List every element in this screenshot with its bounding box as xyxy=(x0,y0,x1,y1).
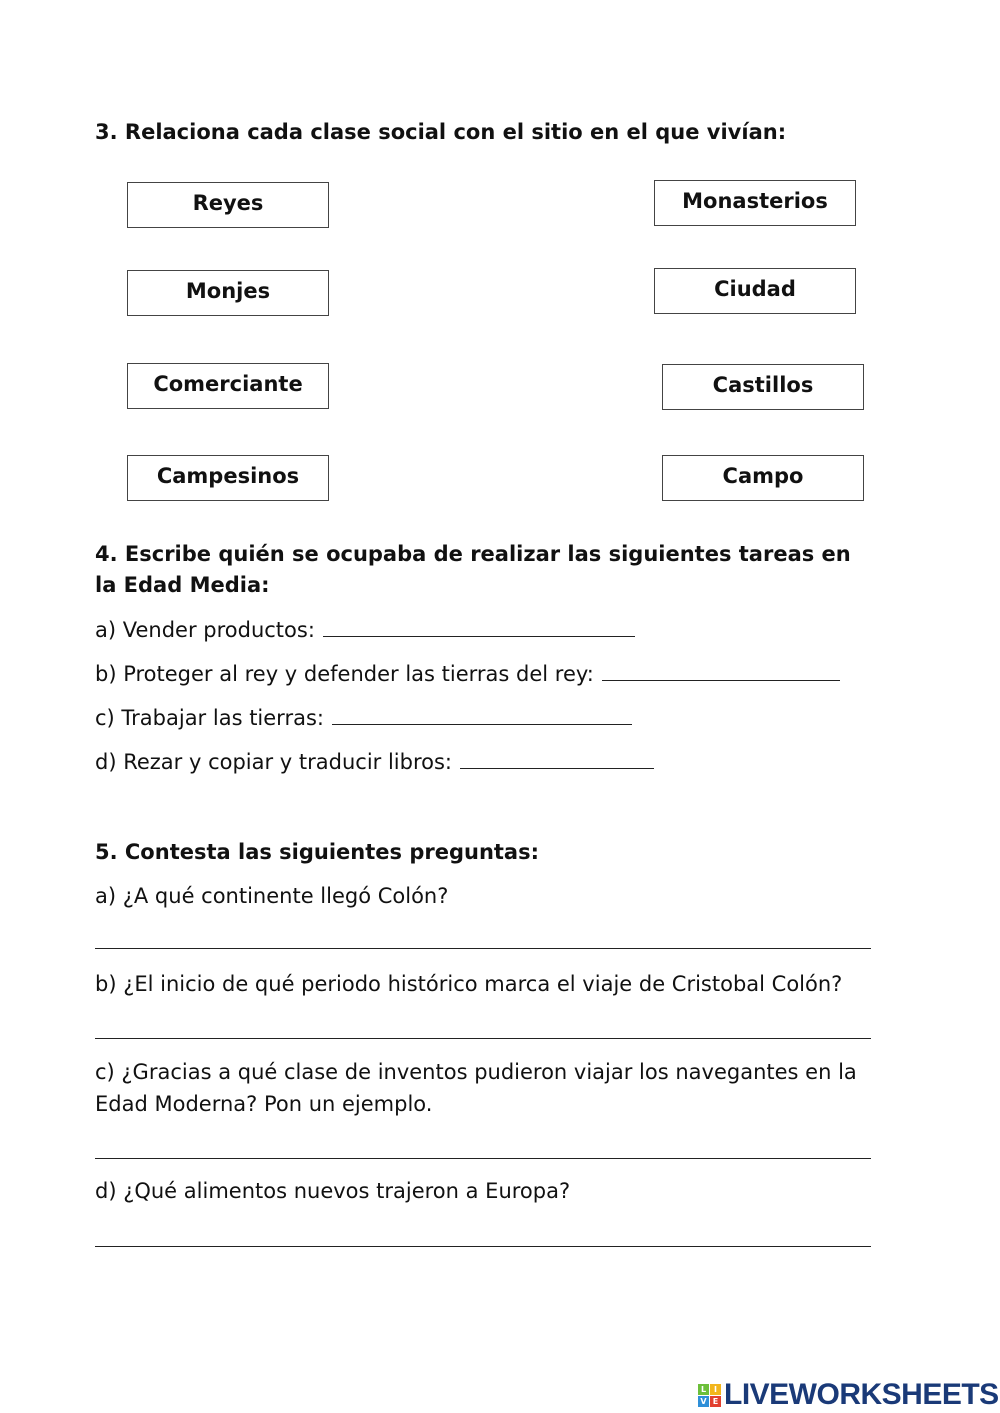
q4-answer-b[interactable] xyxy=(602,662,840,681)
q4-item-b-label: b) Proteger al rey y defender las tierras del rey: xyxy=(95,662,594,686)
q4-item-b xyxy=(95,662,840,686)
q4-answer-a[interactable] xyxy=(323,618,635,637)
logo-icon xyxy=(698,1384,721,1407)
logo-text: LIVEWORKSHEETS xyxy=(724,1378,999,1411)
logo-letter-v: V xyxy=(698,1396,709,1407)
logo-letter-l: L xyxy=(698,1384,709,1395)
q3-title: 3. Relaciona cada clase social con el sitio en el que vivían: xyxy=(95,120,787,144)
q5-question-a: a) ¿A qué continente llegó Colón? xyxy=(95,884,449,908)
liveworksheets-logo xyxy=(698,1378,999,1412)
match-left-campesinos[interactable]: Campesinos xyxy=(127,455,329,501)
q4-answer-c[interactable] xyxy=(332,706,632,725)
q5-question-c-line1: c) ¿Gracias a qué clase de inventos pudieron viajar los navegantes en la xyxy=(95,1060,857,1084)
match-right-ciudad[interactable]: Ciudad xyxy=(654,268,856,314)
match-left-monjes[interactable]: Monjes xyxy=(127,270,329,316)
q5-question-b: b) ¿El inicio de qué periodo histórico marca el viaje de Cristobal Colón? xyxy=(95,972,843,996)
q4-answer-d[interactable] xyxy=(460,750,654,769)
q5-answer-b[interactable] xyxy=(95,1038,871,1039)
q5-question-c-line2: Edad Moderna? Pon un ejemplo. xyxy=(95,1092,433,1116)
q4-item-a xyxy=(95,618,635,642)
q4-item-d xyxy=(95,750,654,774)
q5-answer-a[interactable] xyxy=(95,948,871,949)
match-right-monasterios[interactable]: Monasterios xyxy=(654,180,856,226)
match-right-castillos[interactable]: Castillos xyxy=(662,364,864,410)
match-left-reyes[interactable]: Reyes xyxy=(127,182,329,228)
q4-item-c-label: c) Trabajar las tierras: xyxy=(95,706,324,730)
match-left-comerciante[interactable]: Comerciante xyxy=(127,363,329,409)
q5-answer-d[interactable] xyxy=(95,1246,871,1247)
q4-title-line2: la Edad Media: xyxy=(95,573,270,597)
q5-title: 5. Contesta las siguientes preguntas: xyxy=(95,840,540,864)
q4-title-line1: 4. Escribe quién se ocupaba de realizar las siguientes tareas en xyxy=(95,542,851,566)
logo-letter-i: I xyxy=(710,1384,721,1395)
logo-letter-e: E xyxy=(710,1396,721,1407)
match-right-campo[interactable]: Campo xyxy=(662,455,864,501)
q4-item-c xyxy=(95,706,632,730)
q4-item-a-label: a) Vender productos: xyxy=(95,618,315,642)
q5-question-d: d) ¿Qué alimentos nuevos trajeron a Europa? xyxy=(95,1179,571,1203)
q5-answer-c[interactable] xyxy=(95,1158,871,1159)
q4-item-d-label: d) Rezar y copiar y traducir libros: xyxy=(95,750,453,774)
